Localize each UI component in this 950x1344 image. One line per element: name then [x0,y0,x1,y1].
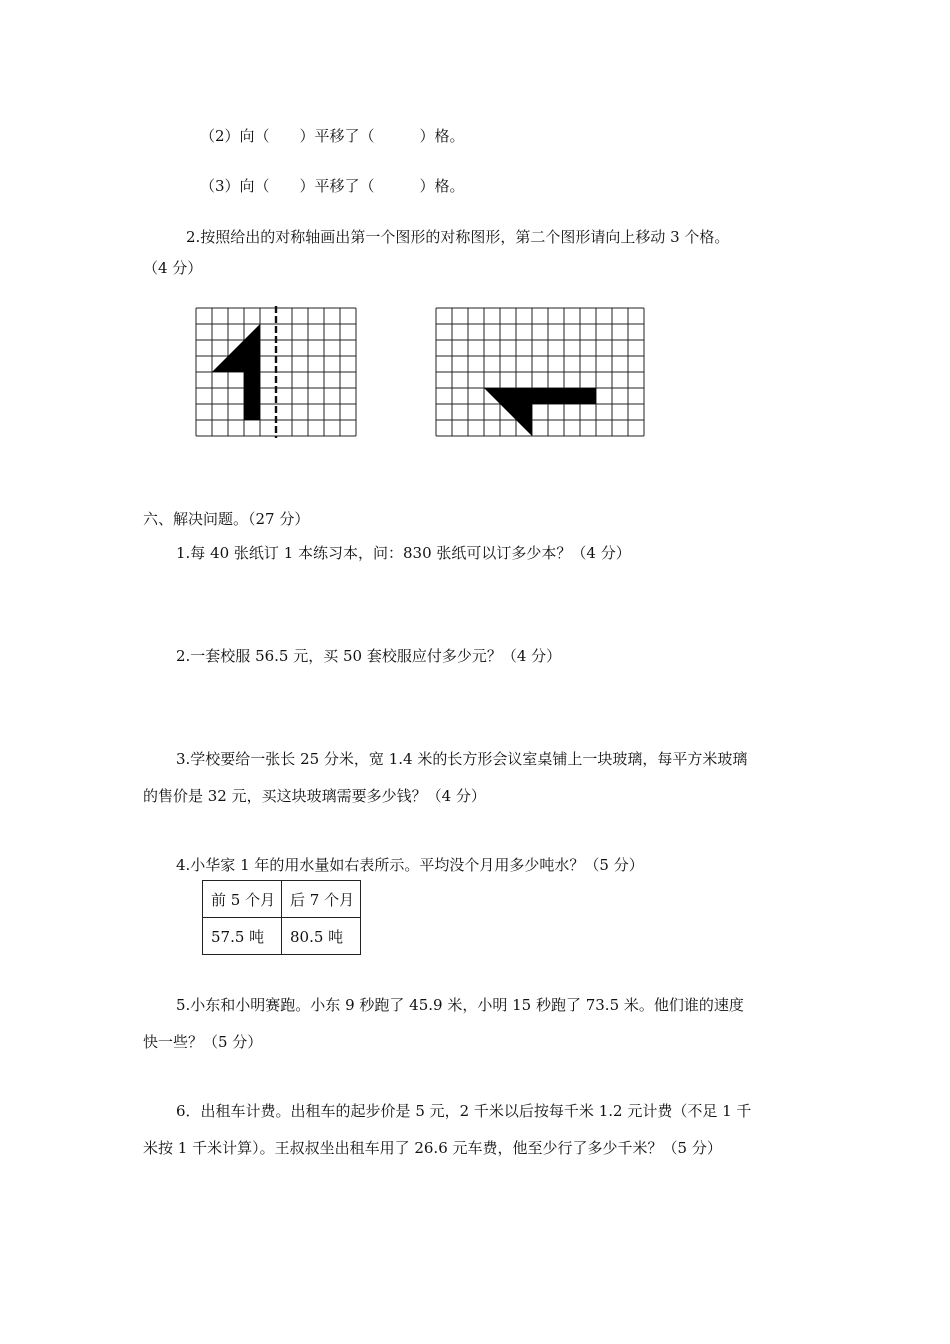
table-cell: 80.5 吨 [282,918,361,955]
problem-5-line-1: 5.小东和小明赛跑。小东 9 秒跑了 45.9 米，小明 15 秒跑了 73.5 米。他们谁的速度 [176,996,744,1014]
symmetry-grid [194,306,358,438]
grid-lines [436,308,644,436]
table-header-cell: 后 7 个月 [282,881,361,918]
table-cell: 57.5 吨 [203,918,282,955]
q1-subquestion-2: （2）向（ ）平移了（ ）格。 [200,127,465,145]
problem-2: 2.一套校服 56.5 元，买 50 套校服应付多少元？（4 分） [176,647,562,665]
problem-5-line-2: 快一些？（5 分） [143,1033,263,1051]
problem-1: 1.每 40 张纸订 1 本练习本，问：830 张纸可以订多少本？（4 分） [176,544,631,562]
problem-3-line-2: 的售价是 32 元，买这块玻璃需要多少钱？（4 分） [143,787,486,805]
table-row [203,918,361,955]
problem-6-line-1: 6．出租车计费。出租车的起步价是 5 元，2 千米以后按每千米 1.2 元计费（不足 1 千 [176,1102,752,1120]
second-shape [484,388,596,436]
section-6-heading: 六、解决问题。（27 分） [143,510,310,528]
q2-instruction: 2.按照给出的对称轴画出第一个图形的对称图形，第二个图形请向上移动 3 个格。 [186,228,730,246]
translation-grid [434,306,646,438]
table-row [203,881,361,918]
q2-score: （4 分） [143,259,203,277]
problem-4: 4.小华家 1 年的用水量如右表所示。平均没个月用多少吨水？（5 分） [176,856,644,874]
table-header-cell: 前 5 个月 [203,881,282,918]
q1-subquestion-3: （3）向（ ）平移了（ ）格。 [200,177,465,195]
water-usage-table [202,880,361,955]
problem-3-line-1: 3.学校要给一张长 25 分米，宽 1.4 米的长方形会议室桌铺上一块玻璃，每平方米玻璃 [176,750,748,768]
first-shape [212,324,260,420]
problem-6-line-2: 米按 1 千米计算）。王叔叔坐出租车用了 26.6 元车费，他至少行了多少千米？（5 分） [143,1139,722,1157]
